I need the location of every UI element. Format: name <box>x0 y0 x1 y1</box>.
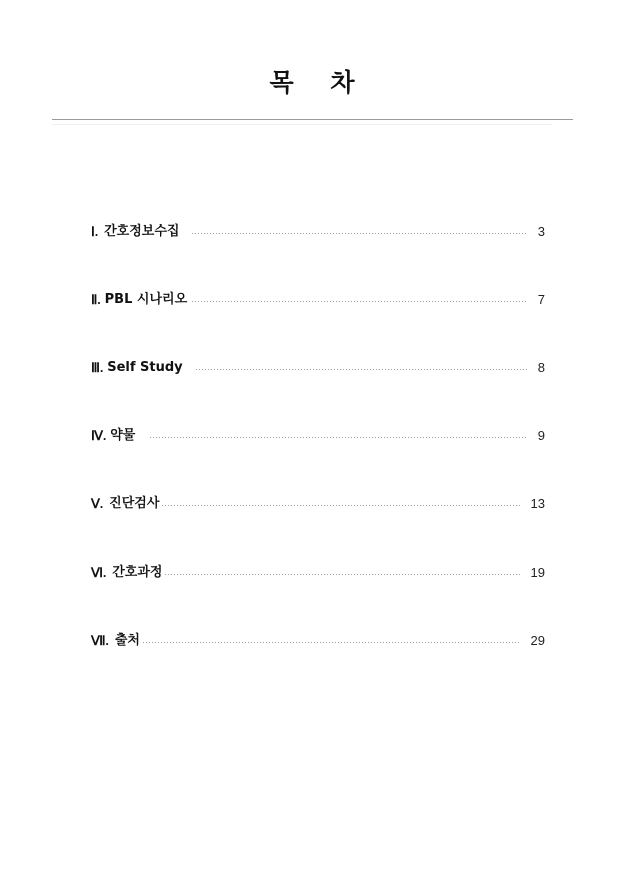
toc-page-number: 13 <box>530 496 545 511</box>
toc-entry-6[interactable] <box>91 563 545 583</box>
toc-dot-leader <box>195 369 527 370</box>
toc-numeral: Ⅶ. <box>91 633 109 648</box>
toc-numeral: Ⅱ. <box>91 292 101 307</box>
toc-label: 간호정보수집 <box>104 224 180 239</box>
toc-label: 약물 <box>110 428 136 443</box>
toc-dot-leader <box>142 642 521 643</box>
toc-page-number: 9 <box>537 428 545 443</box>
page-title: 목 차 <box>269 68 369 97</box>
toc-entry-5[interactable] <box>91 494 545 514</box>
toc-entry-7[interactable] <box>91 631 545 651</box>
toc-numeral: Ⅵ. <box>91 565 107 580</box>
toc-entry-2[interactable] <box>91 290 545 310</box>
toc-entry-4[interactable] <box>91 426 545 446</box>
toc-label: 간호과정 <box>112 565 163 580</box>
toc-numeral: Ⅰ. <box>91 224 99 239</box>
toc-numeral: Ⅳ. <box>91 428 107 443</box>
toc-numeral: Ⅲ. <box>91 360 104 375</box>
toc-dot-leader <box>161 505 520 506</box>
toc-dot-leader <box>164 574 520 575</box>
toc-page-number: 29 <box>530 633 545 648</box>
toc-dot-leader <box>149 437 527 438</box>
toc-label: 출처 <box>114 633 140 648</box>
toc-page-number: 7 <box>537 292 545 307</box>
toc-page-number: 19 <box>530 565 545 580</box>
toc-page-number: 8 <box>537 360 545 375</box>
toc-numeral: Ⅴ. <box>91 496 104 511</box>
toc-entry-3[interactable] <box>91 358 545 378</box>
toc-entry-1[interactable] <box>91 222 545 242</box>
toc-label: Self Study <box>107 360 183 375</box>
toc-page-number: 3 <box>537 224 545 239</box>
toc-dot-leader <box>191 301 527 302</box>
toc-label: 진단검사 <box>109 496 160 511</box>
toc-label: PBL 시나리오 <box>104 292 188 307</box>
toc-dot-leader <box>191 233 527 234</box>
